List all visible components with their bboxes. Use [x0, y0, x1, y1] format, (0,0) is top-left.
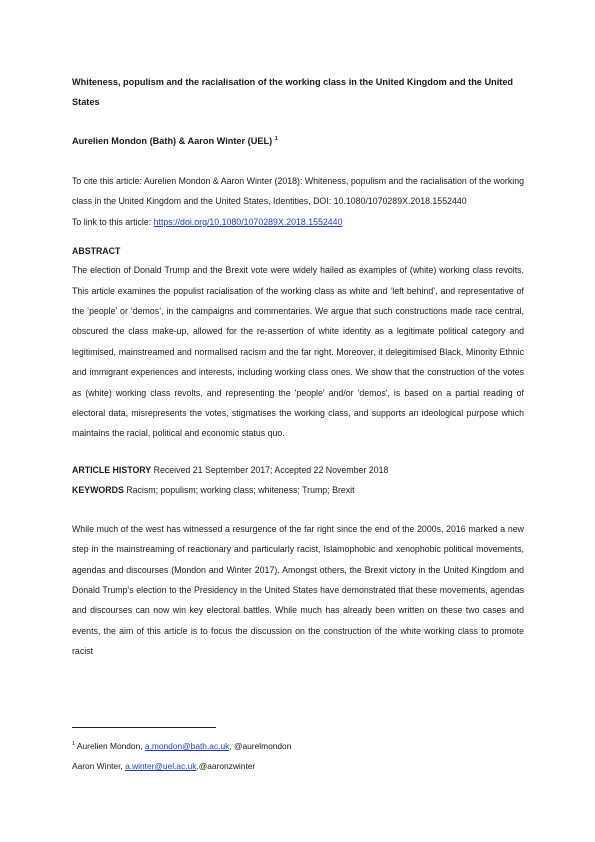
author-footnote-marker: 1	[274, 135, 278, 142]
article-history-label: ARTICLE HISTORY	[72, 464, 152, 475]
doi-link[interactable]: https://doi.org/10.1080/1070289X.2018.1552440	[153, 216, 343, 227]
abstract-body: The election of Donald Trump and the Brexit vote were widely hailed as examples of (white) working class revolts. This article examines the populist racialisation of the working class as white and ‘left behind’, and representative of the ‘people’ or ‘demos’, in the campaigns and commentaries. We argue that such constructions made race central, obscured the class make-up, allowed for the re-assertion of white identity as a legitimate political category and legitimised, mainstreamed and normalised racism and the far right. Moreover, it delegitimised Black, Minority Ethnic and immigrant experiences and interests, including working class ones. We show that the construction of the votes as (white) working class revolts, and representing the 'people' and/or 'demos', is based on a partial reading of electoral data, misrepresents the votes, stigmatises the working class, and supports an ideological purpose which maintains the racial, political and economic status quo.	[72, 265, 524, 439]
page-content	[72, 72, 524, 670]
article-title: Whiteness, populism and the racialisation of the working class in the United Kingdom and the United States	[72, 77, 514, 107]
keywords-text: Racism; populism; working class; whiteness; Trump; Brexit	[123, 485, 355, 496]
citation-link-label: To link to this article:	[72, 216, 154, 227]
author-names: Aurelien Mondon (Bath) & Aaron Winter (UEL)	[72, 136, 273, 146]
citation-block	[72, 171, 524, 232]
footnote-1-handle: , @aurelmondon	[229, 741, 292, 751]
intro-paragraph: While much of the west has witnessed a resurgence of the far right since the end of the 2000s, 2016 marked a new step in the mainstreaming of reactionary and particularly racist, Islamophobic and xenophobic political movements, agendas and discourses (Mondon and Winter 2017). Amongst others, the Brexit victory in the United Kingdom and Donald Trump’s election to the Presidency in the United States have demonstrated that these movements, agendas and discourses can now win key electoral battles. While much has already been written on these two cases and events, the aim of this article is to focus the discussion on the construction of the white working class to promote racist	[72, 523, 524, 657]
abstract-heading: ABSTRACT	[72, 246, 121, 257]
footnotes	[72, 736, 524, 776]
article-history-text: Received 21 September 2017; Accepted 22 November 2018	[151, 464, 389, 475]
keywords-line	[72, 480, 524, 500]
footnote-2-handle: ,@aaronzwinter	[196, 761, 256, 771]
author-line	[72, 134, 524, 148]
footnote-1-name: Aurelien Mondon,	[75, 741, 145, 751]
winter-email-link[interactable]: a.winter@uel.ac.uk	[125, 761, 197, 771]
footnote-divider	[72, 727, 216, 728]
mondon-email-link[interactable]: a.mondon@bath.ac.uk	[144, 741, 230, 751]
footnote-2	[72, 756, 524, 776]
footnote-1	[72, 736, 524, 756]
footnote-2-name: Aaron Winter,	[72, 761, 126, 771]
footnote-marker: 1	[72, 741, 76, 748]
article-meta	[72, 460, 524, 501]
article-history-line	[72, 460, 524, 480]
citation-link-line	[72, 212, 524, 232]
citation-text: To cite this article: Aurelien Mondon & Aaron Winter (2018): Whiteness, populism and the racialisation of the working class in the United Kingdom and the United States, Identities, DOI: 10.1080/1070289X.2018.1552440	[72, 176, 524, 207]
keywords-label: KEYWORDS	[72, 485, 124, 496]
